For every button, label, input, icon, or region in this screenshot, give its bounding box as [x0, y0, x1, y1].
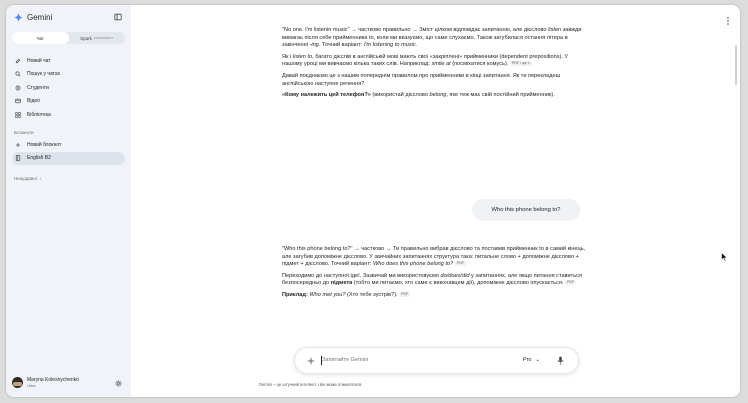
- source-chip[interactable]: PDF: [456, 261, 464, 266]
- response-paragraph: [282, 27, 586, 50]
- emphasis: Who met you?: [309, 291, 346, 298]
- user-message: Who this phone belong to?: [472, 199, 580, 221]
- model-selector[interactable]: [523, 357, 540, 363]
- app-window: [6, 5, 740, 397]
- settings-icon[interactable]: [115, 380, 122, 387]
- brand[interactable]: [14, 13, 52, 22]
- response-paragraph: Давай поєднаємо це з нашим попереднім правилом про прийменники в кінці запитання. Як ти перекладеш англійською наступне речення?: [282, 72, 561, 87]
- text: у запитаннях, але якщо питання ставиться безпосередньо до: [282, 272, 582, 287]
- text: . Точний варіант:: [318, 42, 364, 49]
- mode-switch: [12, 32, 125, 44]
- sidebar-item-students[interactable]: [12, 81, 125, 95]
- prompt-input[interactable]: Запитайте Gemini: [322, 357, 369, 363]
- chat-area: [131, 5, 740, 397]
- response-paragraph: [282, 292, 586, 300]
- source-chip[interactable]: PDF і ще 1: [511, 61, 530, 66]
- search-icon: [15, 71, 21, 77]
- plus-icon: [15, 142, 21, 148]
- quote: "Who this phone belong to?": [282, 246, 353, 252]
- text: завжди вимагає після себе прийменника to, коли ми вказуємо, що саме слухаємо. Також загубилася остання літера в закінченні: [282, 27, 582, 49]
- text: → частково правильно → Зміст цілком відповідає запитанню, але дієслово: [349, 27, 549, 33]
- mouse-cursor-icon: [721, 252, 728, 262]
- sidebar: [6, 5, 131, 397]
- bold-text: «Кому належить цей телефон?»: [282, 92, 371, 99]
- disclaimer: Gemini – це штучний інтелект, і він може помилятися.: [258, 382, 363, 387]
- recent-label: Нещодавні: [14, 176, 37, 181]
- text: → частково → Ти правильно вибрав дієслово та поставив прийменник to в самий кінець, але загубив допоміжне дієслово. У звичайних запитаннях структура така: питальне слово + допоміжне дієслово + підмет + дієслово. Точний варіант:: [282, 246, 586, 268]
- source-chip[interactable]: PDF: [401, 291, 409, 296]
- scrollbar[interactable]: [735, 45, 737, 85]
- sidebar-item-label: Новий блокнот: [27, 141, 62, 148]
- sidebar-item-library[interactable]: [12, 108, 125, 122]
- microphone-icon[interactable]: [557, 356, 564, 365]
- bold-text: підмета: [330, 280, 353, 287]
- sparkle-icon: [15, 85, 21, 91]
- model-response: [282, 27, 586, 104]
- model-label: Pro: [523, 357, 532, 363]
- text-caret: [321, 356, 322, 365]
- sidebar-nav: [12, 54, 125, 122]
- text: (використай дієслово: [370, 92, 430, 99]
- edit-icon: [15, 58, 21, 64]
- prompt-composer: [294, 347, 579, 374]
- user-name: Maryna Kolesnychenko: [27, 377, 79, 383]
- sidebar-item-label: Пошук у чатах: [27, 71, 61, 78]
- response-paragraph: [282, 92, 586, 100]
- mode-spark-label: Spark: [80, 35, 92, 41]
- user-account[interactable]: [12, 377, 79, 388]
- notebooks-heading: Блокноти: [14, 130, 34, 135]
- response-paragraph: [282, 54, 586, 69]
- user-plan: Ultra: [27, 383, 36, 388]
- experiment-tag: EXPERIMENT: [93, 36, 114, 40]
- sidebar-item-label: Новий чат: [27, 57, 51, 64]
- text: (Хто тебе зустрів?).: [345, 291, 398, 298]
- sidebar-item-label: English B2: [27, 155, 51, 162]
- emphasis: listen: [548, 27, 562, 33]
- text: (тобто ми питаємо, хто саме є виконавцем дії), допоміжне дієслово опускається.: [352, 280, 564, 287]
- gemini-logo-icon: [14, 13, 23, 22]
- text: , багато дієслів в англійській мові мають свої «закріплені» прийменники (dependent prepositions). У нашому уроці ми вивчаємо кілька таких слів. Наприклад:: [282, 53, 569, 68]
- mode-chat-label: Чат: [36, 35, 44, 41]
- text: Переходимо до наступної ідеї. Зазвичай ми використовуємо: [282, 272, 441, 279]
- add-attachment-icon[interactable]: [307, 357, 315, 365]
- sidebar-item-video[interactable]: [12, 95, 125, 109]
- chevron-down-icon: ⌄: [535, 357, 540, 363]
- sidebar-item-new-notebook[interactable]: [12, 138, 125, 152]
- emphasis: listen to: [292, 53, 313, 60]
- library-icon: [15, 112, 21, 118]
- sidebar-item-search[interactable]: [12, 68, 125, 82]
- notebooks-list: [12, 138, 125, 165]
- response-paragraph: [282, 273, 586, 288]
- mode-spark[interactable]: [69, 32, 126, 44]
- recent-toggle[interactable]: [14, 176, 41, 181]
- model-response: [282, 246, 586, 304]
- more-vert-icon[interactable]: [726, 16, 730, 26]
- emphasis: Who does this phone belong to?: [373, 261, 454, 268]
- bold-text: Приклад:: [282, 291, 308, 298]
- sidebar-item-label: Студенти: [27, 84, 49, 91]
- app-title: Gemini: [27, 13, 53, 22]
- text: (посміхатися комусь).: [450, 61, 509, 68]
- sidebar-item-new-chat[interactable]: [12, 54, 125, 68]
- mode-chat[interactable]: [12, 32, 69, 44]
- emphasis: belong: [429, 92, 447, 99]
- quote: "No one. I'm listenin music": [282, 27, 350, 33]
- sidebar-item-english-b2[interactable]: [12, 152, 125, 166]
- response-paragraph: [282, 246, 586, 269]
- emphasis: smile at: [431, 61, 451, 68]
- chevron-right-icon: ›: [39, 176, 42, 181]
- sidebar-collapse-icon[interactable]: [114, 13, 122, 21]
- avatar: [12, 377, 23, 388]
- sidebar-item-label: Бібліотека: [27, 111, 51, 118]
- emphasis: I'm listening to music.: [363, 42, 418, 49]
- notebook-icon: [15, 155, 21, 161]
- text: , яке теж має свій постійний прийменник).: [446, 92, 555, 99]
- sidebar-item-label: Відео: [27, 98, 40, 105]
- emphasis: -ing: [309, 42, 319, 49]
- video-icon: [15, 98, 21, 104]
- emphasis: do/does/did: [440, 272, 470, 279]
- source-chip[interactable]: PDF: [567, 280, 575, 285]
- text: Як і: [282, 53, 293, 60]
